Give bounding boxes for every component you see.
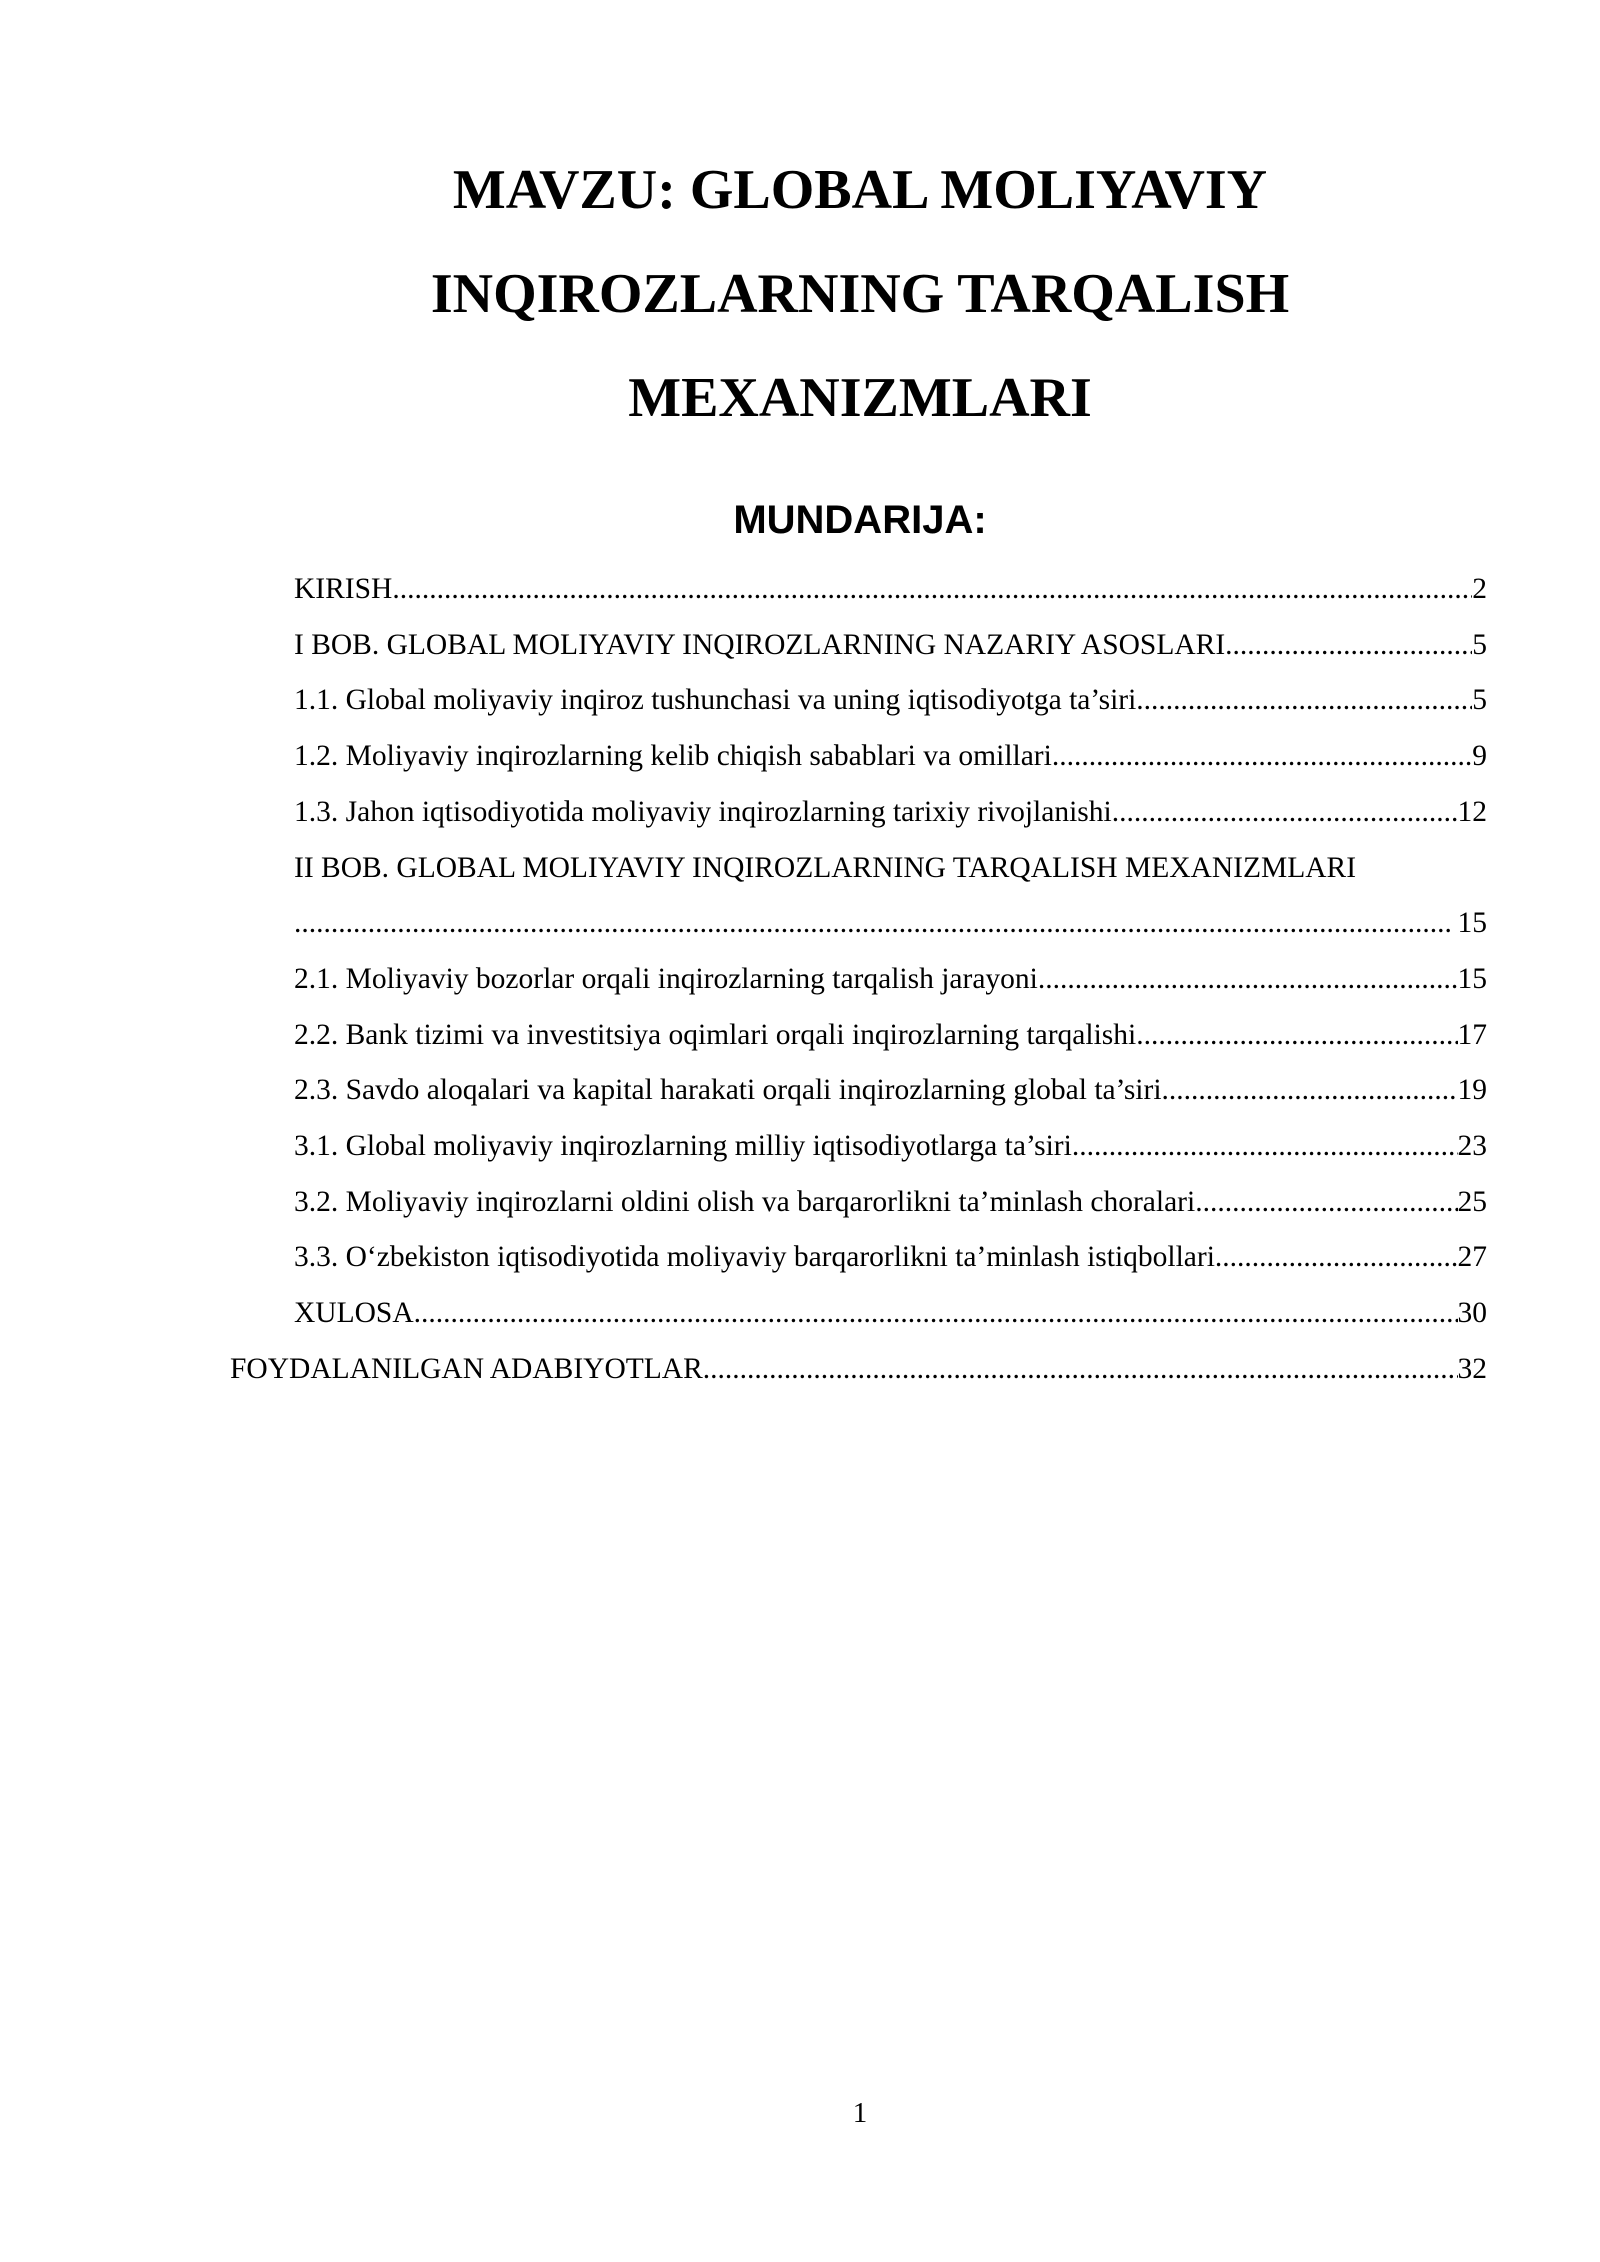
toc-dot-leader (1136, 673, 1472, 729)
toc-entry-3-1[interactable] (294, 1119, 1487, 1175)
toc-page-number: 15 (1457, 962, 1487, 995)
toc-entry-text: I BOB. GLOBAL MOLIYAVIY INQIROZLARNING NAZARIY ASOSLARI (294, 628, 1226, 661)
page-number: 1 (852, 2097, 868, 2129)
toc-entry-1-1[interactable] (294, 673, 1487, 729)
toc-heading: MUNDARIJA: (733, 498, 987, 542)
table-of-contents (0, 562, 1600, 1398)
toc-dot-leader (294, 896, 1452, 952)
toc-dot-leader (1052, 729, 1472, 785)
toc-dot-leader (703, 1342, 1458, 1398)
toc-entry-text: FOYDALANILGAN ADABIYOTLAR (230, 1352, 703, 1385)
toc-page-number: 19 (1457, 1074, 1487, 1107)
toc-entry-2-2[interactable] (294, 1008, 1487, 1064)
title-line-1: MAVZU: GLOBAL MOLIYAVIY (452, 159, 1268, 221)
toc-page-number: 15 (1457, 907, 1487, 940)
toc-dot-leader (414, 1286, 1458, 1342)
toc-entry-chapter-2-leader-line (294, 896, 1487, 952)
toc-dot-leader (392, 562, 1472, 618)
toc-entry-text: 3.2. Moliyaviy inqirozlarni oldini olish va barqarorlikni ta’minlash choralari (294, 1185, 1196, 1218)
toc-page-number: 27 (1457, 1241, 1487, 1274)
toc-page-number: 17 (1457, 1018, 1487, 1051)
toc-entry-xulosa[interactable] (294, 1286, 1487, 1342)
toc-entry-text: 3.1. Global moliyaviy inqirozlarning milliy iqtisodiyotlarga ta’siri (294, 1130, 1072, 1163)
toc-page-number: 12 (1457, 795, 1487, 828)
title-line-3: MEXANIZMLARI (628, 367, 1092, 429)
toc-entry-chapter-2[interactable] (0, 841, 1600, 952)
toc-dot-leader (1038, 952, 1458, 1008)
toc-entry-adabiyotlar[interactable] (230, 1342, 1487, 1398)
toc-entry-text: 2.1. Moliyaviy bozorlar orqali inqirozlarning tarqalish jarayoni (294, 962, 1038, 995)
toc-page-number: 5 (1472, 628, 1487, 661)
toc-page-number: 25 (1457, 1185, 1487, 1218)
toc-dot-leader (1195, 1175, 1457, 1231)
toc-entry-text: II BOB. GLOBAL MOLIYAVIY INQIROZLARNING TARQALISH MEXANIZMLARI (294, 851, 1357, 884)
toc-dot-leader (1136, 1008, 1457, 1064)
toc-entry-3-3[interactable] (294, 1230, 1487, 1286)
toc-dot-leader (1225, 618, 1472, 674)
toc-entry-text: 1.3. Jahon iqtisodiyotida moliyaviy inqirozlarning tarixiy rivojlanishi (294, 795, 1112, 828)
toc-page-number: 5 (1472, 684, 1487, 717)
toc-page-number: 9 (1472, 740, 1487, 773)
toc-page-number: 23 (1457, 1130, 1487, 1163)
toc-entry-3-2[interactable] (294, 1175, 1487, 1231)
toc-dot-leader (1112, 785, 1458, 841)
toc-entry-1-3[interactable] (294, 785, 1487, 841)
toc-entry-text: KIRISH (294, 573, 393, 605)
toc-entry-2-3[interactable] (294, 1063, 1487, 1119)
toc-dot-leader (1162, 1063, 1458, 1119)
toc-page-number: 30 (1457, 1297, 1487, 1330)
toc-dot-leader (1215, 1230, 1458, 1286)
toc-entry-text: 2.2. Bank tizimi va investitsiya oqimlari orqali inqirozlarning tarqalishi (294, 1018, 1137, 1051)
toc-entry-text: 3.3. O‘zbekiston iqtisodiyotida moliyaviy barqarorlikni ta’minlash istiqbollari (294, 1241, 1215, 1274)
toc-entry-chapter-2-title-line (294, 841, 1487, 897)
toc-entry-text: 2.3. Savdo aloqalari va kapital harakati orqali inqirozlarning global ta’siri (294, 1074, 1162, 1107)
toc-page-number: 32 (1457, 1352, 1487, 1385)
toc-entry-text: XULOSA (294, 1297, 414, 1330)
title-line-2: INQIROZLARNING TARQALISH (430, 263, 1290, 325)
toc-entry-chapter-1[interactable] (294, 618, 1487, 674)
document-title (0, 138, 1600, 450)
toc-entry-kirish[interactable] (294, 562, 1487, 618)
toc-entry-text: 1.1. Global moliyaviy inqiroz tushunchasi va uning iqtisodiyotga ta’siri (294, 684, 1137, 717)
toc-dot-leader (1072, 1119, 1458, 1175)
toc-page-number: 2 (1472, 573, 1487, 605)
toc-entry-2-1[interactable] (294, 952, 1487, 1008)
toc-entry-1-2[interactable] (294, 729, 1487, 785)
toc-entry-text: 1.2. Moliyaviy inqirozlarning kelib chiqish sabablari va omillari (294, 740, 1052, 773)
